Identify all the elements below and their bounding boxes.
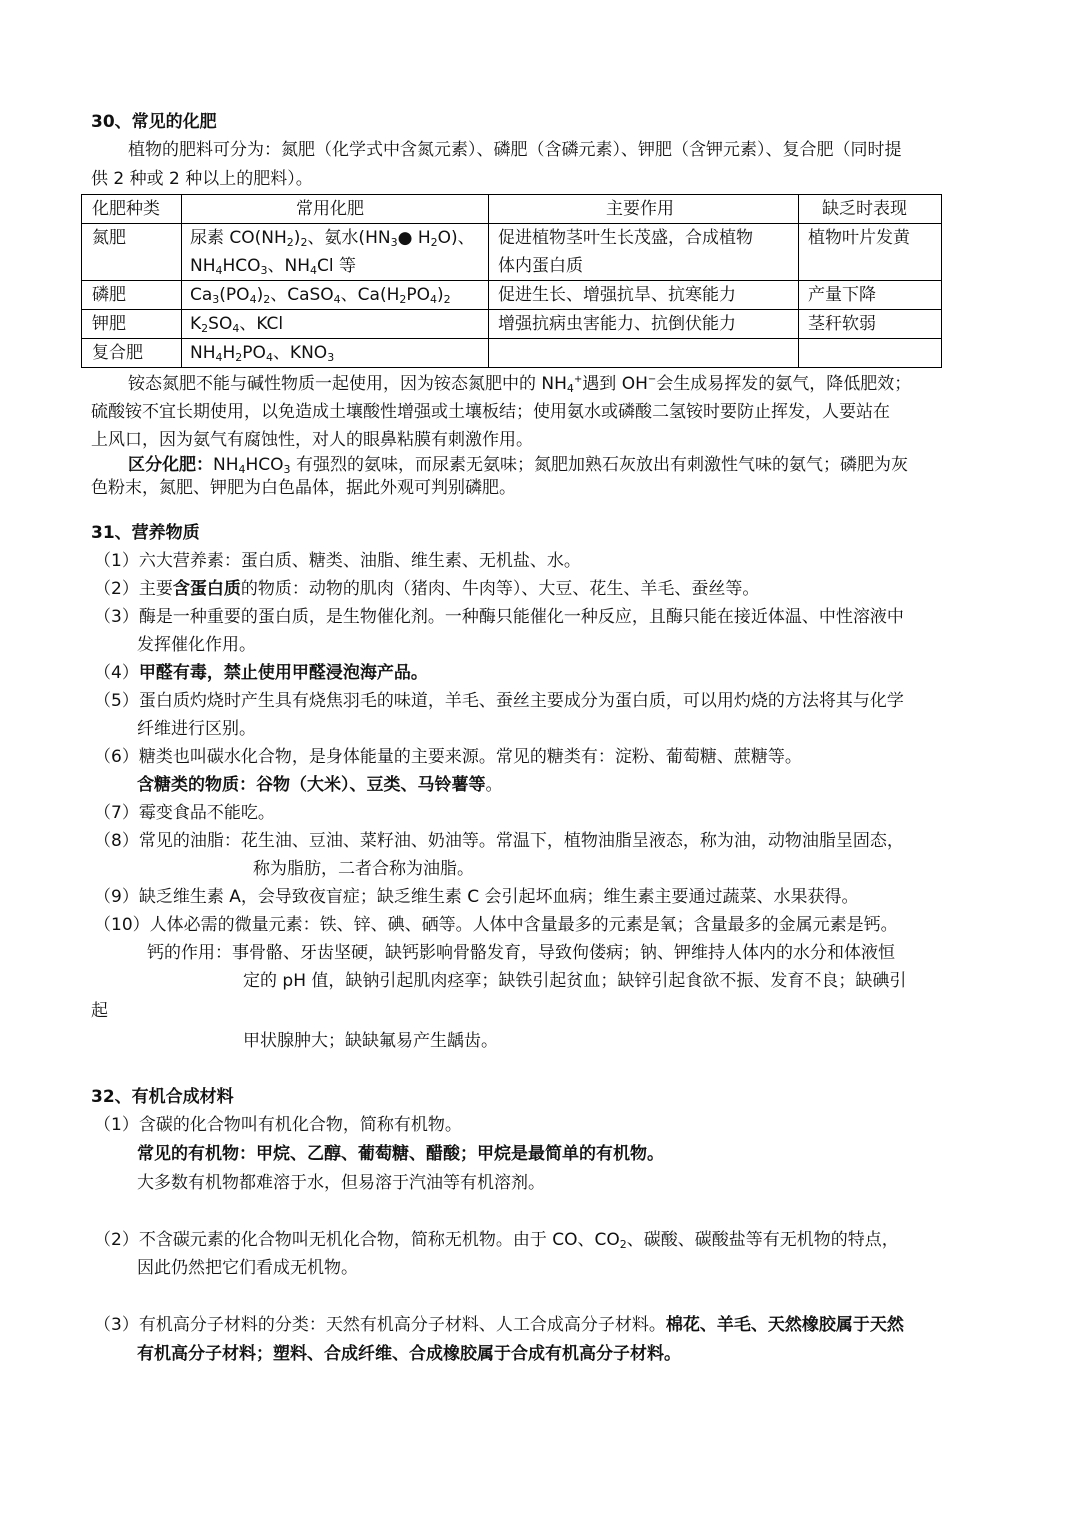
table-row-potassium-kind: 钾肥 bbox=[92, 314, 126, 334]
nutrition-item-2: （2）主要含蛋白质的物质：动物的肌肉（猪肉、牛肉等）、大豆、花生、羊毛、蚕丝等。 bbox=[94, 579, 760, 599]
nutrition-item-10-line5: 甲状腺肿大；缺缺氟易产生龋齿。 bbox=[243, 1031, 498, 1051]
organic-item-2-line1: （2）不含碳元素的化合物叫无机化合物，简称无机物。由于 CO、$CO_2$、碳酸、碳酸盐等有无机物的特点， bbox=[94, 1230, 899, 1251]
table-row-nitrogen-fertilizer-line1: 尿素 $CO(NH_2)_2$、氨水($HN_3●$ $H_2O$)、 bbox=[190, 228, 475, 249]
table-row-phosphorus-kind: 磷肥 bbox=[92, 285, 126, 305]
nutrition-item-10-line2: 钙的作用：事骨骼、牙齿坚硬，缺钙影响骨骼发育，导致佝偻病；钠、钾维持人体内的水分和体液恒 bbox=[147, 943, 895, 963]
nutrition-item-4: （4）甲醛有毒，禁止使用甲醛浸泡海产品。 bbox=[94, 663, 428, 683]
table-row-phosphorus-fertilizer: $Ca_3(PO_4)_2$、CaSO$_4$、$Ca(H_2PO_4)_2$ bbox=[190, 285, 451, 306]
nutrition-item-8-line2: 称为脂肪，二者合称为油脂。 bbox=[253, 859, 474, 879]
table-row-compound-kind: 复合肥 bbox=[92, 343, 143, 363]
ammonium-paragraph-line2: 硫酸铵不宜长期使用，以免造成土壤酸性增强或土壤板结；使用氨水或磷酸二氢铵时要防止挥发，人要站在 bbox=[91, 402, 890, 422]
section-31-title: 31、营养物质 bbox=[91, 523, 200, 543]
table-row-nitrogen-kind: 氮肥 bbox=[92, 228, 126, 248]
distinguish-paragraph-line2: 色粉末，氮肥、钾肥为白色晶体，据此外观可判别磷肥。 bbox=[91, 478, 516, 498]
table-row-nitrogen-role-line1: 促进植物茎叶生长茂盛，合成植物 bbox=[498, 228, 753, 248]
table-row-nitrogen-role-line2: 体内蛋白质 bbox=[498, 256, 583, 276]
nutrition-item-3-line1: （3）酶是一种重要的蛋白质，是生物催化剂。一种酶只能催化一种反应，且酶只能在接近体温、中性溶液中 bbox=[94, 607, 904, 627]
table-row-nitrogen-fertilizer-line2: $NH_4HCO_3$、$NH_4Cl$ 等 bbox=[190, 256, 357, 277]
organic-item-1-line3: 大多数有机物都难溶于水，但易溶于汽油等有机溶剂。 bbox=[137, 1173, 545, 1193]
organic-item-1-line1: （1）含碳的化合物叫有机化合物，简称有机物。 bbox=[94, 1115, 462, 1135]
table-header-role: 主要作用 bbox=[606, 199, 674, 219]
table-row-potassium-lack: 茎秆软弱 bbox=[808, 314, 876, 334]
table-row-phosphorus-lack: 产量下降 bbox=[808, 285, 876, 305]
organic-item-3-line1: （3）有机高分子材料的分类：天然有机高分子材料、人工合成高分子材料。棉花、羊毛、天然橡胶属于天然 bbox=[94, 1315, 904, 1335]
table-row-compound-fertilizer: $NH_4H_2PO_4$、$KNO_3$ bbox=[190, 343, 335, 364]
table-header-lack: 缺乏时表现 bbox=[822, 199, 907, 219]
section-30-intro-line1: 植物的肥料可分为：氮肥（化学式中含氮元素）、磷肥（含磷元素）、钾肥（含钾元素）、复合肥（同时提 bbox=[128, 140, 902, 160]
section-32-title: 32、有机合成材料 bbox=[91, 1087, 234, 1107]
nutrition-item-1: （1）六大营养素：蛋白质、糖类、油脂、维生素、无机盐、水。 bbox=[94, 551, 581, 571]
organic-item-3-line2: 有机高分子材料；塑料、合成纤维、合成橡胶属于合成有机高分子材料。 bbox=[137, 1344, 681, 1364]
section-30-title: 30、常见的化肥 bbox=[91, 112, 217, 132]
ammonium-paragraph-line3: 上风口，因为氨气有腐蚀性，对人的眼鼻粘膜有刺激作用。 bbox=[91, 430, 533, 450]
table-row-nitrogen-lack: 植物叶片发黄 bbox=[808, 228, 910, 248]
distinguish-paragraph-line1: 区分化肥：$NH_4HCO_3$ 有强烈的氨味，而尿素无氨味；氮肥加熟石灰放出有刺激性气味的氨气；磷肥为灰 bbox=[128, 455, 908, 476]
nutrition-item-10-line4: 起 bbox=[91, 1001, 108, 1021]
table-header-kind: 化肥种类 bbox=[92, 199, 160, 219]
nutrition-item-9: （9）缺乏维生素 A，会导致夜盲症；缺乏维生素 C 会引起坏血病；维生素主要通过蔬菜、水果获得。 bbox=[94, 887, 859, 907]
nutrition-item-3-line2: 发挥催化作用。 bbox=[137, 635, 256, 655]
ammonium-paragraph-line1: 铵态氮肥不能与碱性物质一起使用，因为铵态氮肥中的 $NH_4^+$遇到 OH−会生成易挥发的氨气，降低肥效； bbox=[128, 374, 912, 395]
table-row-phosphorus-role: 促进生长、增强抗旱、抗寒能力 bbox=[498, 285, 736, 305]
table-row-potassium-fertilizer: $K_2SO_4$、KCl bbox=[190, 314, 284, 335]
table-header-fertilizer: 常用化肥 bbox=[296, 199, 364, 219]
nutrition-item-8-line1: （8）常见的油脂：花生油、豆油、菜籽油、奶油等。常温下，植物油脂呈液态，称为油，动物油脂呈固态， bbox=[94, 831, 904, 851]
nutrition-item-5-line2: 纤维进行区别。 bbox=[137, 719, 256, 739]
nutrition-item-6-line1: （6）糖类也叫碳水化合物，是身体能量的主要来源。常见的糖类有：淀粉、葡萄糖、蔗糖等。 bbox=[94, 747, 802, 767]
table-row-potassium-role: 增强抗病虫害能力、抗倒伏能力 bbox=[498, 314, 736, 334]
nutrition-item-10-line3: 定的 pH 值，缺钠引起肌肉痉挛；缺铁引起贫血；缺锌引起食欲不振、发育不良；缺碘引 bbox=[243, 971, 907, 991]
nutrition-item-10-line1: （10）人体必需的微量元素：铁、锌、碘、硒等。人体中含量最多的元素是氧；含量最多的金属元素是钙。 bbox=[94, 915, 898, 935]
nutrition-item-7: （7）霉变食品不能吃。 bbox=[94, 803, 275, 823]
nutrition-item-5-line1: （5）蛋白质灼烧时产生具有烧焦羽毛的味道，羊毛、蚕丝主要成分为蛋白质，可以用灼烧的方法将其与化学 bbox=[94, 691, 904, 711]
nutrition-item-6-line2: 含糖类的物质：谷物（大米）、豆类、马铃薯等。 bbox=[137, 775, 503, 795]
organic-item-1-line2: 常见的有机物：甲烷、乙醇、葡萄糖、醋酸；甲烷是最简单的有机物。 bbox=[137, 1144, 664, 1164]
section-30-intro-line2: 供 2 种或 2 种以上的肥料）。 bbox=[91, 169, 313, 189]
organic-item-2-line2: 因此仍然把它们看成无机物。 bbox=[137, 1258, 358, 1278]
